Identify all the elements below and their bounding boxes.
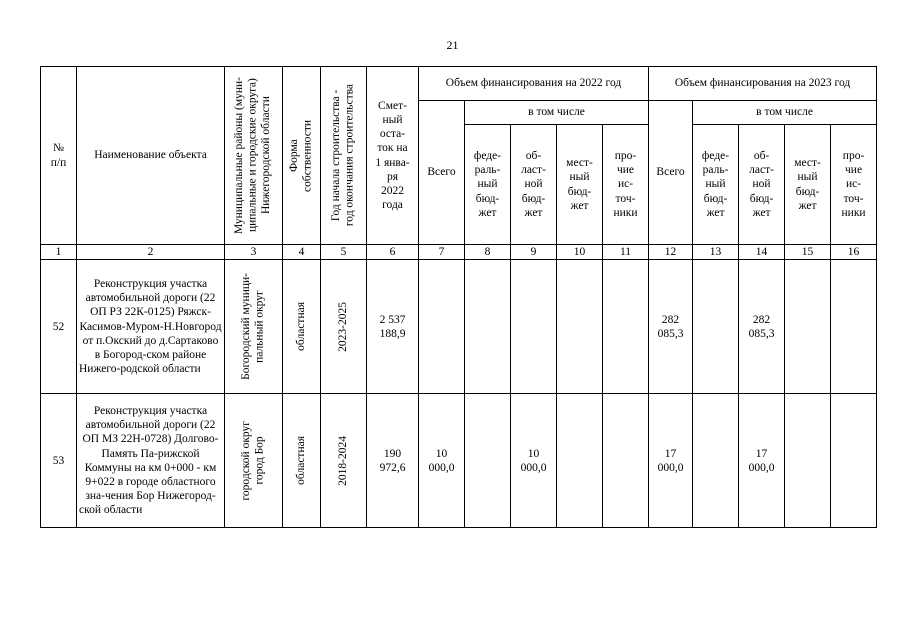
header-2022-including: в том числе [465,101,649,125]
estimate-value: 2 537 188,9 [367,260,419,394]
table-body [41,260,877,528]
column-number: 9 [511,245,557,260]
column-number: 6 [367,245,419,260]
header-2023-total: Всего [649,101,693,245]
header-2022-regional: об- ласт- ной бюд- жет [511,125,557,245]
y2022-federal [465,394,511,528]
header-ownership-text: Форма собственности [287,119,314,192]
y2022-local [557,394,603,528]
column-number: 2 [77,245,225,260]
header-2022-local: мест- ный бюд- жет [557,125,603,245]
column-number-row [41,245,877,260]
header-2023-other: про- чие ис- точ- ники [831,125,877,245]
header-fin-2022: Объем финансирования на 2022 год [419,67,649,101]
column-number: 4 [283,245,321,260]
column-number: 10 [557,245,603,260]
column-number: 5 [321,245,367,260]
ownership-cell [283,394,321,528]
object-name: Реконструкция участка автомобильной дороги (22 ОП МЗ 22Н-0728) Долгово-Память Па-рижской Коммуны на км 0+000 - км 9+022 в городе областного зна-чения Бор Нижегород-ской области [77,394,225,528]
ownership-text: областная [294,302,307,351]
row-num: 52 [41,260,77,394]
header-2022-other: про- чие ис- точ- ники [603,125,649,245]
ownership-text: областная [294,436,307,485]
header-name: Наименование объекта [77,67,225,245]
district-cell [225,394,283,528]
row-num: 53 [41,394,77,528]
y2023-regional: 282 085,3 [739,260,785,394]
y2022-total: 10 000,0 [419,394,465,528]
column-number: 3 [225,245,283,260]
years-cell [321,394,367,528]
table-row [41,260,877,394]
years-cell [321,260,367,394]
y2022-other [603,394,649,528]
column-number: 14 [739,245,785,260]
y2023-total: 282 085,3 [649,260,693,394]
y2022-total [419,260,465,394]
column-number: 1 [41,245,77,260]
header-fin-2023: Объем финансирования на 2023 год [649,67,877,101]
y2023-other [831,394,877,528]
header-estimate: Смет- ный оста- ток на 1 янва- ря 2022 года [367,67,419,245]
years-text: 2023-2025 [336,301,349,352]
district-text: Богородский муници- пальный округ [239,273,266,380]
estimate-value: 190 972,6 [367,394,419,528]
y2023-local [785,260,831,394]
district-cell [225,260,283,394]
object-name: Реконструкция участка автомобильной дороги (22 ОП РЗ 22К-0125) Ряжск-Касимов-Муром-Н.Новгород от п.Окский до д.Сартаково в Богород-ском районе Нижего-родской области [77,260,225,394]
column-number: 16 [831,245,877,260]
y2023-federal [693,260,739,394]
header-2022-federal: феде- раль- ный бюд- жет [465,125,511,245]
header-years-text: Год начала строительства - год окончания строительства [329,84,356,227]
y2023-regional: 17 000,0 [739,394,785,528]
y2022-regional: 10 000,0 [511,394,557,528]
district-text: городской округ город Бор [239,420,266,501]
header-2023-including: в том числе [693,101,877,125]
header-ownership [283,67,321,245]
y2022-regional [511,260,557,394]
y2022-local [557,260,603,394]
table-row [41,394,877,528]
ownership-cell [283,260,321,394]
y2022-other [603,260,649,394]
y2023-other [831,260,877,394]
header-years [321,67,367,245]
column-number: 15 [785,245,831,260]
column-number: 7 [419,245,465,260]
header-num: № п/п [41,67,77,245]
header-2022-total: Всего [419,101,465,245]
y2023-local [785,394,831,528]
header-2023-regional: об- ласт- ной бюд- жет [739,125,785,245]
header-district-text: Муниципальные районы (муни- ципальные и городские округа) Нижегородской области [233,76,273,235]
header-2023-federal: феде- раль- ный бюд- жет [693,125,739,245]
column-number: 11 [603,245,649,260]
years-text: 2018-2024 [336,435,349,486]
y2023-total: 17 000,0 [649,394,693,528]
column-number: 8 [465,245,511,260]
column-number: 12 [649,245,693,260]
y2023-federal [693,394,739,528]
header-2023-local: мест- ный бюд- жет [785,125,831,245]
table-header [41,67,877,260]
page-number: 21 [446,38,459,52]
financing-table [40,66,877,528]
y2022-federal [465,260,511,394]
column-number: 13 [693,245,739,260]
header-district [225,67,283,245]
